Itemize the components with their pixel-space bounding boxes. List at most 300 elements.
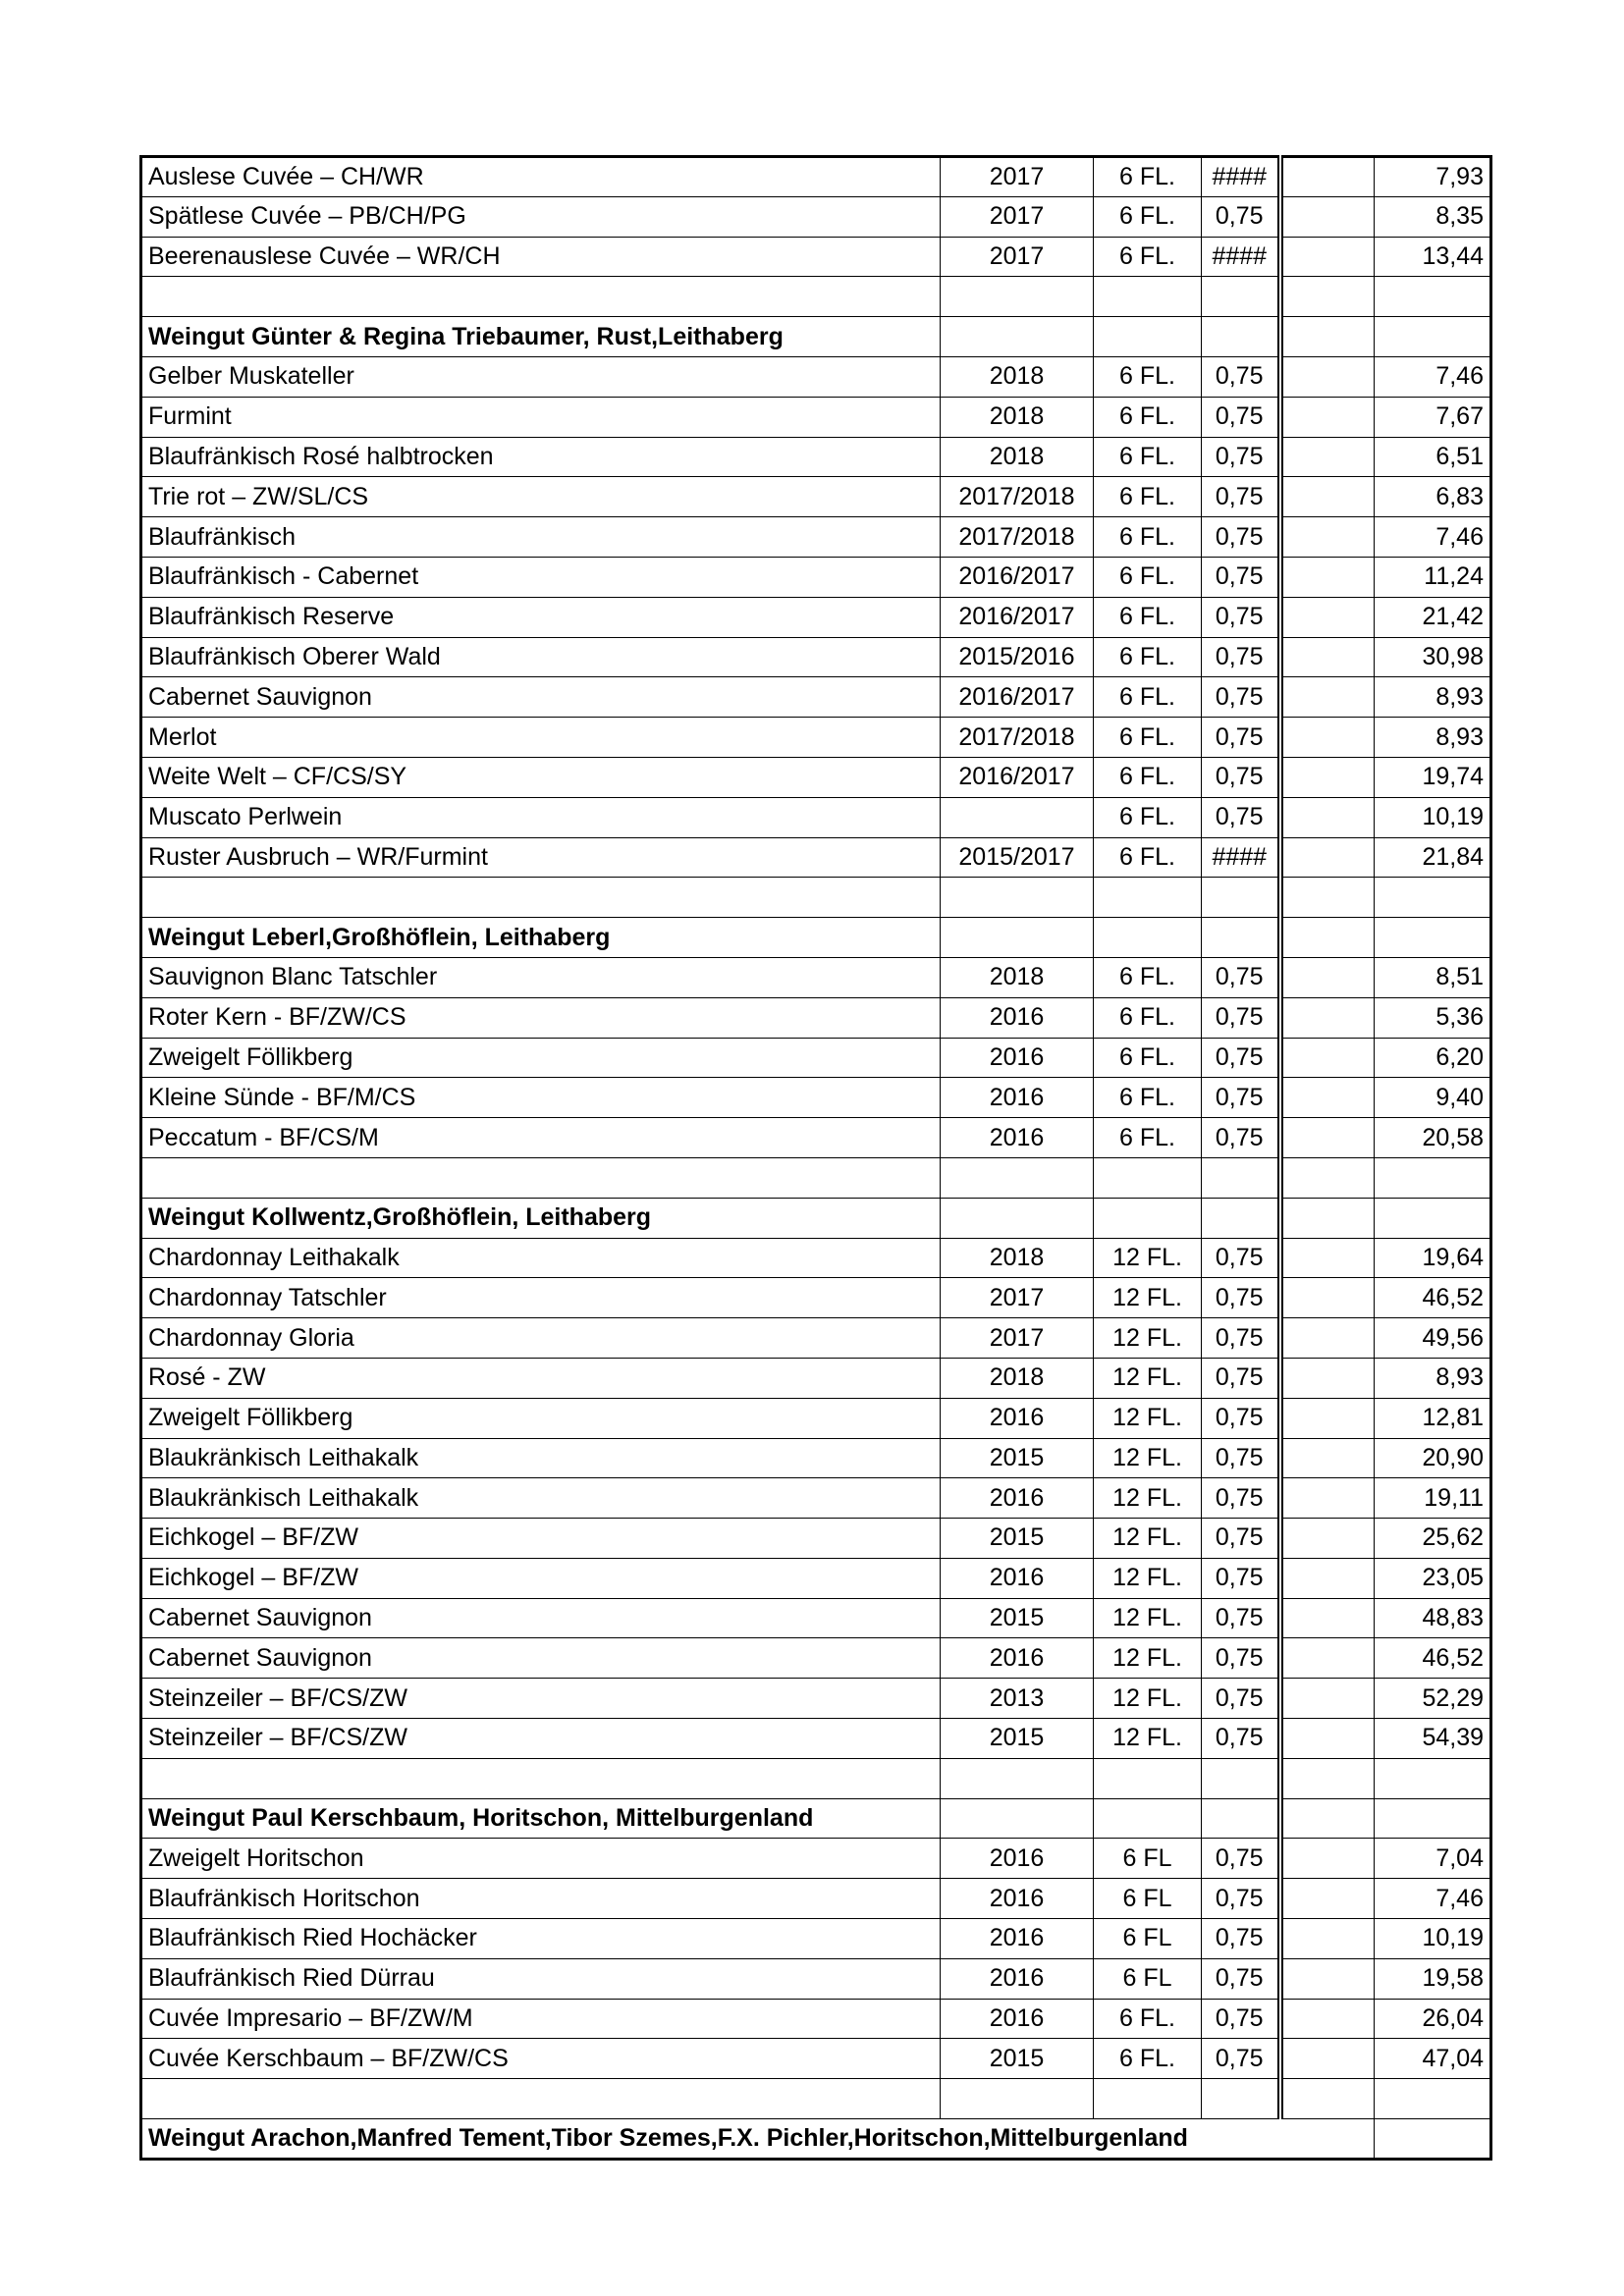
wine-row <box>141 718 1491 758</box>
blank-cell <box>1280 477 1375 517</box>
volume-cell: 0,75 <box>1202 1078 1280 1118</box>
blank-cell <box>1280 837 1375 878</box>
wine-row <box>141 677 1491 718</box>
wine-name-cell: Blaufränkisch Ried Dürrau <box>141 1958 941 1999</box>
volume-cell <box>1202 1157 1280 1198</box>
wine-row <box>141 356 1491 397</box>
wine-name-cell <box>141 878 941 918</box>
wine-name-cell: Merlot <box>141 718 941 758</box>
wine-row <box>141 1478 1491 1519</box>
price-cell: 8,51 <box>1375 957 1491 997</box>
pack-size-cell: 6 FL. <box>1094 1078 1202 1118</box>
producer-heading-row <box>141 317 1491 357</box>
price-cell: 20,58 <box>1375 1118 1491 1158</box>
wine-name-cell: Zweigelt Föllikberg <box>141 1398 941 1438</box>
pack-size-cell: 6 FL. <box>1094 797 1202 837</box>
producer-name-cell: Weingut Leberl,Großhöflein, Leithaberg <box>141 918 941 958</box>
spacer-row <box>141 1758 1491 1798</box>
wine-row <box>141 1318 1491 1359</box>
pack-size-cell: 6 FL <box>1094 1879 1202 1919</box>
blank-cell <box>1280 1879 1375 1919</box>
wine-row <box>141 597 1491 637</box>
wine-name-cell: Ruster Ausbruch – WR/Furmint <box>141 837 941 878</box>
wine-name-cell <box>141 2079 941 2119</box>
blank-cell <box>1280 1478 1375 1519</box>
wine-row <box>141 1398 1491 1438</box>
blank-cell <box>1280 356 1375 397</box>
wine-row <box>141 1519 1491 1559</box>
wine-name-cell: Peccatum - BF/CS/M <box>141 1118 941 1158</box>
vintage-cell: 2017/2018 <box>941 517 1094 558</box>
price-cell: 19,58 <box>1375 1958 1491 1999</box>
pack-size-cell <box>1094 317 1202 357</box>
pack-size-cell: 6 FL. <box>1094 437 1202 477</box>
wine-name-cell: Cuvée Impresario – BF/ZW/M <box>141 1999 941 2039</box>
blank-cell <box>1280 1598 1375 1638</box>
volume-cell <box>1202 277 1280 317</box>
blank-cell <box>1280 1358 1375 1398</box>
price-cell: 20,90 <box>1375 1438 1491 1478</box>
volume-cell: 0,75 <box>1202 1238 1280 1278</box>
pack-size-cell: 6 FL. <box>1094 718 1202 758</box>
wine-name-cell: Spätlese Cuvée – PB/CH/PG <box>141 196 941 237</box>
wine-name-cell <box>141 1758 941 1798</box>
wine-name-cell: Blaufränkisch - Cabernet <box>141 557 941 597</box>
wine-row <box>141 517 1491 558</box>
pack-size-cell: 6 FL. <box>1094 637 1202 677</box>
blank-cell <box>1280 1038 1375 1078</box>
price-cell: 6,83 <box>1375 477 1491 517</box>
vintage-cell: 2016 <box>941 1999 1094 2039</box>
vintage-cell: 2016 <box>941 997 1094 1038</box>
price-cell: 13,44 <box>1375 237 1491 277</box>
volume-cell: 0,75 <box>1202 1999 1280 2039</box>
pack-size-cell: 6 FL. <box>1094 1038 1202 1078</box>
volume-cell <box>1202 1758 1280 1798</box>
vintage-cell: 2017 <box>941 1318 1094 1359</box>
blank-cell <box>1280 1438 1375 1478</box>
wine-row <box>141 1719 1491 1759</box>
blank-cell <box>1280 557 1375 597</box>
pack-size-cell: 6 FL. <box>1094 517 1202 558</box>
wine-row <box>141 757 1491 797</box>
volume-cell: 0,75 <box>1202 1958 1280 1999</box>
price-cell: 21,42 <box>1375 597 1491 637</box>
price-cell <box>1375 1198 1491 1238</box>
price-cell <box>1375 2079 1491 2119</box>
pack-size-cell: 6 FL. <box>1094 196 1202 237</box>
blank-cell <box>1280 1278 1375 1318</box>
vintage-cell: 2016 <box>941 1958 1094 1999</box>
wine-price-table <box>139 155 1492 2161</box>
blank-cell <box>1280 957 1375 997</box>
vintage-cell: 2016 <box>941 1478 1094 1519</box>
vintage-cell: 2016 <box>941 1638 1094 1679</box>
price-cell: 52,29 <box>1375 1679 1491 1719</box>
wine-row <box>141 1358 1491 1398</box>
wine-row <box>141 437 1491 477</box>
volume-cell: 0,75 <box>1202 356 1280 397</box>
vintage-cell: 2018 <box>941 437 1094 477</box>
blank-cell <box>1280 437 1375 477</box>
volume-cell: 0,75 <box>1202 718 1280 758</box>
producer-name-cell: Weingut Kollwentz,Großhöflein, Leithaberg <box>141 1198 941 1238</box>
vintage-cell: 2017 <box>941 237 1094 277</box>
blank-cell <box>1280 2079 1375 2119</box>
vintage-cell <box>941 1157 1094 1198</box>
wine-name-cell: Chardonnay Tatschler <box>141 1278 941 1318</box>
price-cell <box>1375 918 1491 958</box>
vintage-cell: 2017 <box>941 1278 1094 1318</box>
price-cell: 11,24 <box>1375 557 1491 597</box>
pack-size-cell: 6 FL <box>1094 1839 1202 1879</box>
wine-name-cell: Trie rot – ZW/SL/CS <box>141 477 941 517</box>
pack-size-cell: 12 FL. <box>1094 1598 1202 1638</box>
wine-row <box>141 1278 1491 1318</box>
price-cell: 7,46 <box>1375 1879 1491 1919</box>
wine-row <box>141 1118 1491 1158</box>
producer-name-cell: Weingut Arachon,Manfred Tement,Tibor Szemes,F.X. Pichler,Horitschon,Mittelburgenland <box>141 2119 1375 2160</box>
vintage-cell <box>941 918 1094 958</box>
pack-size-cell: 12 FL. <box>1094 1238 1202 1278</box>
pack-size-cell: 12 FL. <box>1094 1719 1202 1759</box>
pack-size-cell: 6 FL. <box>1094 677 1202 718</box>
volume-cell: 0,75 <box>1202 1478 1280 1519</box>
vintage-cell: 2018 <box>941 1238 1094 1278</box>
vintage-cell: 2015/2017 <box>941 837 1094 878</box>
wine-name-cell: Cabernet Sauvignon <box>141 1638 941 1679</box>
wine-name-cell: Sauvignon Blanc Tatschler <box>141 957 941 997</box>
producer-name-cell: Weingut Paul Kerschbaum, Horitschon, Mittelburgenland <box>141 1798 941 1839</box>
blank-cell <box>1280 997 1375 1038</box>
price-cell: 7,67 <box>1375 397 1491 437</box>
blank-cell <box>1280 878 1375 918</box>
wine-name-cell: Auslese Cuvée – CH/WR <box>141 157 941 197</box>
price-cell: 30,98 <box>1375 637 1491 677</box>
wine-name-cell: Steinzeiler – BF/CS/ZW <box>141 1679 941 1719</box>
pack-size-cell: 12 FL. <box>1094 1679 1202 1719</box>
blank-cell <box>1280 918 1375 958</box>
volume-cell: 0,75 <box>1202 1598 1280 1638</box>
wine-name-cell: Cabernet Sauvignon <box>141 1598 941 1638</box>
price-cell: 8,93 <box>1375 677 1491 718</box>
vintage-cell: 2015/2016 <box>941 637 1094 677</box>
wine-row <box>141 637 1491 677</box>
pack-size-cell: 6 FL. <box>1094 557 1202 597</box>
vintage-cell: 2016/2017 <box>941 597 1094 637</box>
price-cell <box>1375 1157 1491 1198</box>
blank-cell <box>1280 1157 1375 1198</box>
wine-row <box>141 1958 1491 1999</box>
pack-size-cell <box>1094 1157 1202 1198</box>
volume-cell: 0,75 <box>1202 1638 1280 1679</box>
price-cell: 26,04 <box>1375 1999 1491 2039</box>
pack-size-cell: 6 FL. <box>1094 757 1202 797</box>
blank-cell <box>1280 1238 1375 1278</box>
price-cell <box>1375 277 1491 317</box>
pack-size-cell: 12 FL. <box>1094 1318 1202 1359</box>
wine-name-cell: Muscato Perlwein <box>141 797 941 837</box>
volume-cell: 0,75 <box>1202 1038 1280 1078</box>
vintage-cell <box>941 317 1094 357</box>
volume-cell: 0,75 <box>1202 1318 1280 1359</box>
volume-cell: 0,75 <box>1202 1719 1280 1759</box>
price-cell: 10,19 <box>1375 1919 1491 1959</box>
wine-row <box>141 1839 1491 1879</box>
vintage-cell: 2015 <box>941 1519 1094 1559</box>
wine-name-cell: Gelber Muskateller <box>141 356 941 397</box>
volume-cell: 0,75 <box>1202 637 1280 677</box>
wine-name-cell: Eichkogel – BF/ZW <box>141 1519 941 1559</box>
volume-cell: 0,75 <box>1202 477 1280 517</box>
blank-cell <box>1280 677 1375 718</box>
price-cell: 25,62 <box>1375 1519 1491 1559</box>
vintage-cell <box>941 277 1094 317</box>
volume-cell: 0,75 <box>1202 1558 1280 1598</box>
volume-cell: 0,75 <box>1202 757 1280 797</box>
price-cell: 47,04 <box>1375 2039 1491 2079</box>
volume-cell: 0,75 <box>1202 1358 1280 1398</box>
wine-price-table-body <box>141 157 1491 2160</box>
producer-heading-row <box>141 1198 1491 1238</box>
wine-row <box>141 1638 1491 1679</box>
blank-cell <box>1280 317 1375 357</box>
price-cell: 46,52 <box>1375 1278 1491 1318</box>
price-cell <box>1375 1798 1491 1839</box>
wine-name-cell: Roter Kern - BF/ZW/CS <box>141 997 941 1038</box>
pack-size-cell <box>1094 878 1202 918</box>
volume-cell <box>1202 918 1280 958</box>
pack-size-cell <box>1094 1198 1202 1238</box>
spacer-row <box>141 2079 1491 2119</box>
vintage-cell: 2016/2017 <box>941 557 1094 597</box>
wine-row <box>141 1598 1491 1638</box>
pack-size-cell <box>1094 2079 1202 2119</box>
wine-name-cell: Blaufränkisch Rosé halbtrocken <box>141 437 941 477</box>
volume-cell: 0,75 <box>1202 957 1280 997</box>
vintage-cell: 2015 <box>941 1438 1094 1478</box>
wine-name-cell: Blaukränkisch Leithakalk <box>141 1438 941 1478</box>
volume-cell: #### <box>1202 237 1280 277</box>
wine-name-cell: Chardonnay Leithakalk <box>141 1238 941 1278</box>
volume-cell: 0,75 <box>1202 1679 1280 1719</box>
vintage-cell: 2016 <box>941 1839 1094 1879</box>
volume-cell: #### <box>1202 157 1280 197</box>
price-cell <box>1375 2119 1491 2160</box>
wine-name-cell: Zweigelt Horitschon <box>141 1839 941 1879</box>
blank-cell <box>1280 597 1375 637</box>
vintage-cell: 2017/2018 <box>941 718 1094 758</box>
pack-size-cell: 12 FL. <box>1094 1638 1202 1679</box>
blank-cell <box>1280 196 1375 237</box>
volume-cell: 0,75 <box>1202 597 1280 637</box>
wine-row <box>141 237 1491 277</box>
wine-row <box>141 1879 1491 1919</box>
price-cell: 8,35 <box>1375 196 1491 237</box>
price-cell <box>1375 317 1491 357</box>
wine-row <box>141 997 1491 1038</box>
vintage-cell: 2018 <box>941 356 1094 397</box>
volume-cell: 0,75 <box>1202 557 1280 597</box>
producer-heading-row <box>141 1798 1491 1839</box>
pack-size-cell: 6 FL. <box>1094 237 1202 277</box>
pack-size-cell: 6 FL <box>1094 1958 1202 1999</box>
pack-size-cell: 6 FL. <box>1094 397 1202 437</box>
vintage-cell: 2018 <box>941 957 1094 997</box>
spacer-row <box>141 1157 1491 1198</box>
price-cell: 19,64 <box>1375 1238 1491 1278</box>
blank-cell <box>1280 1999 1375 2039</box>
volume-cell <box>1202 1798 1280 1839</box>
volume-cell: 0,75 <box>1202 397 1280 437</box>
pack-size-cell: 6 FL. <box>1094 1999 1202 2039</box>
price-cell: 9,40 <box>1375 1078 1491 1118</box>
pack-size-cell: 12 FL. <box>1094 1398 1202 1438</box>
blank-cell <box>1280 1078 1375 1118</box>
volume-cell: 0,75 <box>1202 997 1280 1038</box>
vintage-cell: 2016 <box>941 1398 1094 1438</box>
price-cell: 49,56 <box>1375 1318 1491 1359</box>
price-cell: 10,19 <box>1375 797 1491 837</box>
wine-row <box>141 157 1491 197</box>
vintage-cell: 2016 <box>941 1078 1094 1118</box>
pack-size-cell: 6 FL. <box>1094 997 1202 1038</box>
blank-cell <box>1280 1719 1375 1759</box>
wine-name-cell: Blaufränkisch Ried Hochäcker <box>141 1919 941 1959</box>
volume-cell: 0,75 <box>1202 1398 1280 1438</box>
vintage-cell <box>941 1198 1094 1238</box>
vintage-cell: 2015 <box>941 1719 1094 1759</box>
pack-size-cell <box>1094 277 1202 317</box>
blank-cell <box>1280 637 1375 677</box>
blank-cell <box>1280 1638 1375 1679</box>
price-cell: 5,36 <box>1375 997 1491 1038</box>
volume-cell: 0,75 <box>1202 1278 1280 1318</box>
price-cell: 6,20 <box>1375 1038 1491 1078</box>
blank-cell <box>1280 1798 1375 1839</box>
vintage-cell: 2016 <box>941 1038 1094 1078</box>
blank-cell <box>1280 1118 1375 1158</box>
blank-cell <box>1280 1558 1375 1598</box>
pack-size-cell: 12 FL. <box>1094 1478 1202 1519</box>
blank-cell <box>1280 157 1375 197</box>
volume-cell: 0,75 <box>1202 1919 1280 1959</box>
wine-name-cell: Kleine Sünde - BF/M/CS <box>141 1078 941 1118</box>
blank-cell <box>1280 2039 1375 2079</box>
producer-heading-row <box>141 2119 1491 2160</box>
volume-cell <box>1202 317 1280 357</box>
wine-name-cell <box>141 1157 941 1198</box>
wine-name-cell: Blaufränkisch Reserve <box>141 597 941 637</box>
wine-row <box>141 2039 1491 2079</box>
vintage-cell: 2018 <box>941 1358 1094 1398</box>
vintage-cell: 2013 <box>941 1679 1094 1719</box>
volume-cell: 0,75 <box>1202 517 1280 558</box>
pack-size-cell <box>1094 1798 1202 1839</box>
pack-size-cell: 6 FL. <box>1094 356 1202 397</box>
vintage-cell: 2016 <box>941 1879 1094 1919</box>
pack-size-cell <box>1094 1758 1202 1798</box>
wine-name-cell: Cabernet Sauvignon <box>141 677 941 718</box>
wine-name-cell: Blaufränkisch Oberer Wald <box>141 637 941 677</box>
wine-name-cell: Zweigelt Föllikberg <box>141 1038 941 1078</box>
blank-cell <box>1280 1318 1375 1359</box>
wine-name-cell: Steinzeiler – BF/CS/ZW <box>141 1719 941 1759</box>
wine-row <box>141 957 1491 997</box>
wine-row <box>141 557 1491 597</box>
blank-cell <box>1280 757 1375 797</box>
pack-size-cell: 6 FL. <box>1094 157 1202 197</box>
volume-cell: 0,75 <box>1202 196 1280 237</box>
wine-row <box>141 1438 1491 1478</box>
price-cell: 12,81 <box>1375 1398 1491 1438</box>
volume-cell <box>1202 878 1280 918</box>
price-cell <box>1375 878 1491 918</box>
volume-cell: 0,75 <box>1202 1839 1280 1879</box>
wine-name-cell: Cuvée Kerschbaum – BF/ZW/CS <box>141 2039 941 2079</box>
producer-heading-row <box>141 918 1491 958</box>
wine-row <box>141 1038 1491 1078</box>
price-cell: 54,39 <box>1375 1719 1491 1759</box>
price-cell: 8,93 <box>1375 718 1491 758</box>
wine-row <box>141 397 1491 437</box>
blank-cell <box>1280 1519 1375 1559</box>
volume-cell: 0,75 <box>1202 2039 1280 2079</box>
vintage-cell <box>941 1798 1094 1839</box>
blank-cell <box>1280 517 1375 558</box>
price-cell: 46,52 <box>1375 1638 1491 1679</box>
wine-name-cell: Beerenauslese Cuvée – WR/CH <box>141 237 941 277</box>
wine-row <box>141 1238 1491 1278</box>
wine-row <box>141 1919 1491 1959</box>
wine-row <box>141 1679 1491 1719</box>
volume-cell <box>1202 1198 1280 1238</box>
volume-cell: 0,75 <box>1202 677 1280 718</box>
volume-cell: 0,75 <box>1202 437 1280 477</box>
wine-name-cell: Chardonnay Gloria <box>141 1318 941 1359</box>
vintage-cell: 2017 <box>941 196 1094 237</box>
blank-cell <box>1280 1398 1375 1438</box>
blank-cell <box>1280 1758 1375 1798</box>
wine-row <box>141 1078 1491 1118</box>
pack-size-cell: 6 FL. <box>1094 477 1202 517</box>
wine-name-cell: Furmint <box>141 397 941 437</box>
wine-name-cell: Weite Welt – CF/CS/SY <box>141 757 941 797</box>
price-cell: 19,74 <box>1375 757 1491 797</box>
pack-size-cell: 12 FL. <box>1094 1358 1202 1398</box>
wine-name-cell: Blaufränkisch Horitschon <box>141 1879 941 1919</box>
pack-size-cell: 6 FL. <box>1094 957 1202 997</box>
wine-name-cell: Eichkogel – BF/ZW <box>141 1558 941 1598</box>
pack-size-cell: 6 FL. <box>1094 597 1202 637</box>
volume-cell: 0,75 <box>1202 1519 1280 1559</box>
price-cell: 48,83 <box>1375 1598 1491 1638</box>
volume-cell: 0,75 <box>1202 1118 1280 1158</box>
pack-size-cell: 12 FL. <box>1094 1558 1202 1598</box>
price-cell: 23,05 <box>1375 1558 1491 1598</box>
vintage-cell: 2016 <box>941 1919 1094 1959</box>
vintage-cell: 2016 <box>941 1558 1094 1598</box>
wine-name-cell: Blaufränkisch <box>141 517 941 558</box>
pack-size-cell: 6 FL. <box>1094 1118 1202 1158</box>
vintage-cell: 2016 <box>941 1118 1094 1158</box>
price-cell: 6,51 <box>1375 437 1491 477</box>
wine-name-cell: Rosé - ZW <box>141 1358 941 1398</box>
wine-row <box>141 797 1491 837</box>
blank-cell <box>1280 1679 1375 1719</box>
price-cell: 7,93 <box>1375 157 1491 197</box>
wine-row <box>141 477 1491 517</box>
